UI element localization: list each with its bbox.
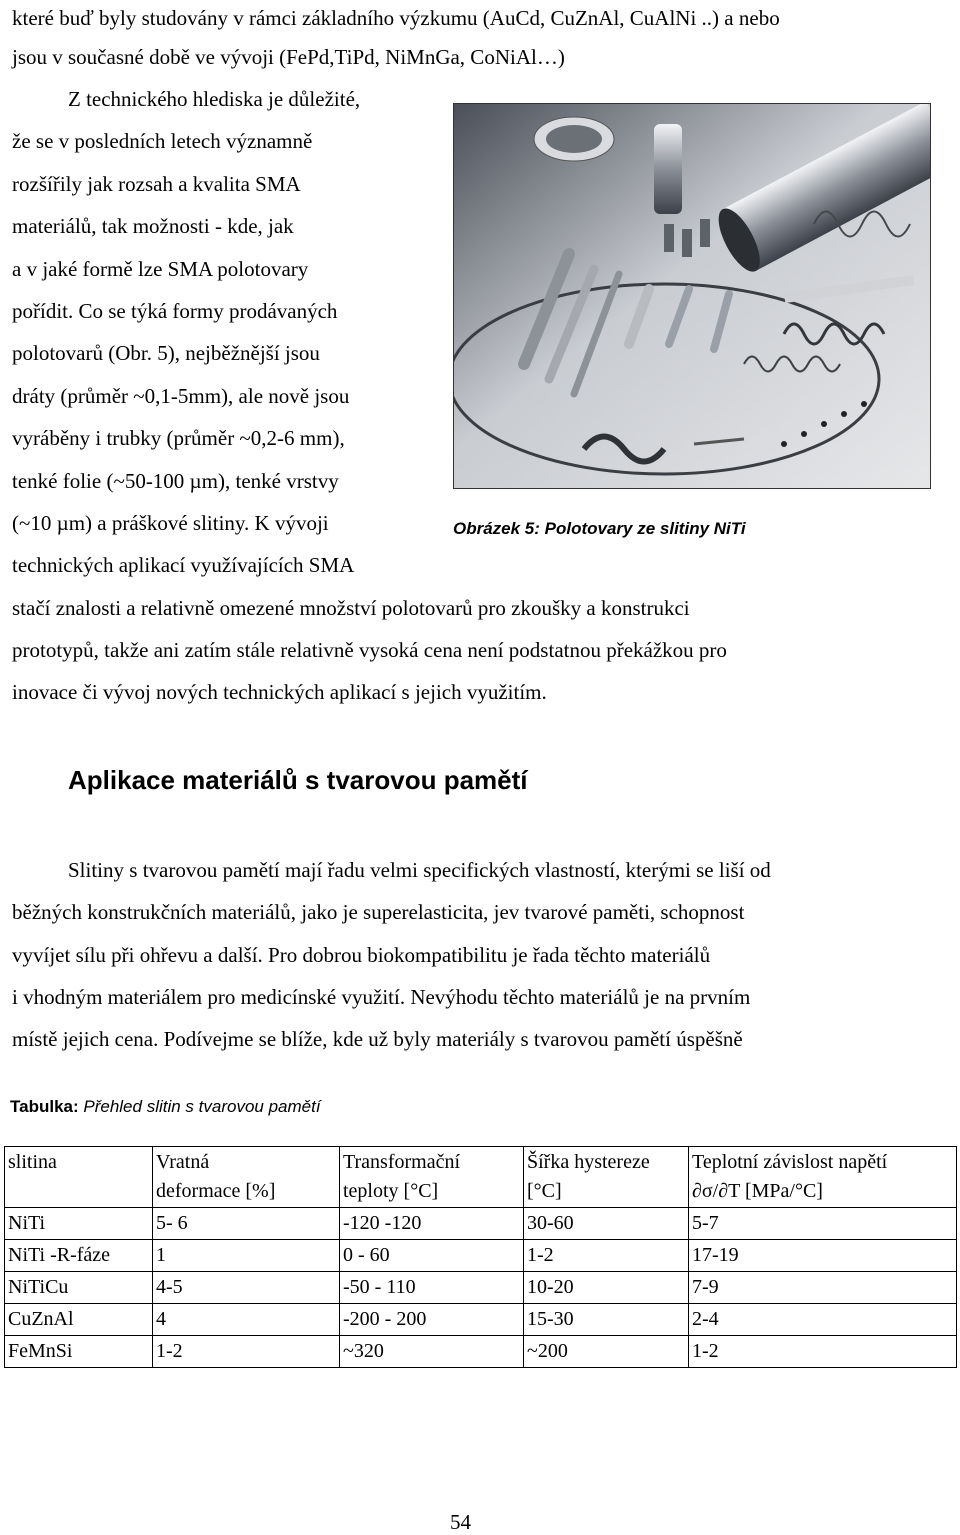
- table-cell: 1-2: [689, 1336, 957, 1368]
- table-cell: NiTi: [5, 1208, 153, 1240]
- table-cell: 1-2: [524, 1240, 689, 1272]
- text-line: rozšířily jak rozsah a kvalita SMA: [12, 172, 301, 196]
- table-cell: 4-5: [153, 1272, 340, 1304]
- text-line: tenké folie (~50-100 µm), tenké vrstvy: [12, 469, 339, 493]
- table-cell: CuZnAl: [5, 1304, 153, 1336]
- header-cell: Transformační teploty [°C]: [340, 1147, 524, 1208]
- header-cell: Teplotní závislost napětí ∂σ/∂T [MPa/°C]: [689, 1147, 957, 1208]
- text-line: polotovarů (Obr. 5), nejběžnější jsou: [12, 341, 320, 365]
- text-line: místě jejich cena. Podívejme se blíže, kde už byly materiály s tvarovou pamětí úspěšně: [12, 1027, 743, 1051]
- text-line: které buď byly studovány v rámci základního výzkumu (AuCd, CuZnAl, CuAlNi ..) a nebo: [12, 6, 780, 30]
- table-cell: 2-4: [689, 1304, 957, 1336]
- table-cell: FeMnSi: [5, 1336, 153, 1368]
- section-heading: Aplikace materiálů s tvarovou pamětí: [68, 765, 528, 795]
- table-cell: 1-2: [153, 1336, 340, 1368]
- text-line: běžných konstrukčních materiálů, jako je superelasticita, jev tvarové paměti, schopnost: [12, 900, 745, 924]
- table-row: [5, 1304, 957, 1336]
- table-cell: ~200: [524, 1336, 689, 1368]
- text-line: stačí znalosti a relativně omezené množství polotovarů pro zkoušky a konstrukci: [12, 596, 690, 620]
- table-header-row: [5, 1147, 957, 1208]
- page-number: 54: [450, 1510, 471, 1534]
- text-line: Z technického hlediska je důležité,: [68, 87, 361, 111]
- text-line: materiálů, tak možnosti - kde, jak: [12, 214, 294, 238]
- text-line: jsou v současné době ve vývoji (FePd,TiPd, NiMnGa, CoNiAl…): [12, 45, 565, 69]
- table-cell: -50 - 110: [340, 1272, 524, 1304]
- table-caption: [10, 1097, 321, 1117]
- text-line: i vhodným materiálem pro medicínské využití. Nevýhodu těchto materiálů je na prvním: [12, 985, 751, 1009]
- alloy-table: [4, 1146, 957, 1368]
- table-cell: ~320: [340, 1336, 524, 1368]
- table-cell: 0 - 60: [340, 1240, 524, 1272]
- table-cell: -200 - 200: [340, 1304, 524, 1336]
- table-cell: 4: [153, 1304, 340, 1336]
- table-cell: 10-20: [524, 1272, 689, 1304]
- text-line: vyráběny i trubky (průměr ~0,2-6 mm),: [12, 426, 345, 450]
- text-line: dráty (průměr ~0,1-5mm), ale nově jsou: [12, 384, 350, 408]
- table-cell: NiTi -R-fáze: [5, 1240, 153, 1272]
- table-cell: -120 -120: [340, 1208, 524, 1240]
- table-cell: 15-30: [524, 1304, 689, 1336]
- niti-products-photo: [453, 103, 931, 489]
- table-row: [5, 1240, 957, 1272]
- table-cell: 5-7: [689, 1208, 957, 1240]
- text-line: pořídit. Co se týká formy prodávaných: [12, 299, 338, 323]
- text-line: Slitiny s tvarovou pamětí mají řadu velmi specifických vlastností, kterými se liší od: [68, 858, 771, 882]
- header-cell: Šířka hystereze [°C]: [524, 1147, 689, 1208]
- table-cell: 1: [153, 1240, 340, 1272]
- header-cell: Vratná deformace [%]: [153, 1147, 340, 1208]
- text-line: inovace či vývoj nových technických aplikací s jejich využitím.: [12, 680, 547, 704]
- text-line: technických aplikací využívajících SMA: [12, 553, 355, 577]
- table-cell: 5- 6: [153, 1208, 340, 1240]
- table-row: [5, 1336, 957, 1368]
- text-line: a v jaké formě lze SMA polotovary: [12, 257, 309, 281]
- text-line: vyvíjet sílu při ohřevu a další. Pro dobrou biokompatibilitu je řada těchto materiálů: [12, 943, 711, 967]
- header-cell: slitina: [5, 1147, 153, 1208]
- table-caption-text: Přehled slitin s tvarovou pamětí: [83, 1097, 321, 1116]
- table-row: [5, 1208, 957, 1240]
- table-caption-label: Tabulka:: [10, 1097, 79, 1116]
- table-cell: 17-19: [689, 1240, 957, 1272]
- text-line: prototypů, takže ani zatím stále relativně vysoká cena není podstatnou překážkou pro: [12, 638, 727, 662]
- text-line: že se v posledních letech významně: [12, 129, 313, 153]
- table-cell: 7-9: [689, 1272, 957, 1304]
- table-cell: NiTiCu: [5, 1272, 153, 1304]
- figure-caption: Obrázek 5: Polotovary ze slitiny NiTi: [453, 519, 746, 538]
- table-row: [5, 1272, 957, 1304]
- text-line: (~10 µm) a práškové slitiny. K vývoji: [12, 511, 329, 535]
- table-cell: 30-60: [524, 1208, 689, 1240]
